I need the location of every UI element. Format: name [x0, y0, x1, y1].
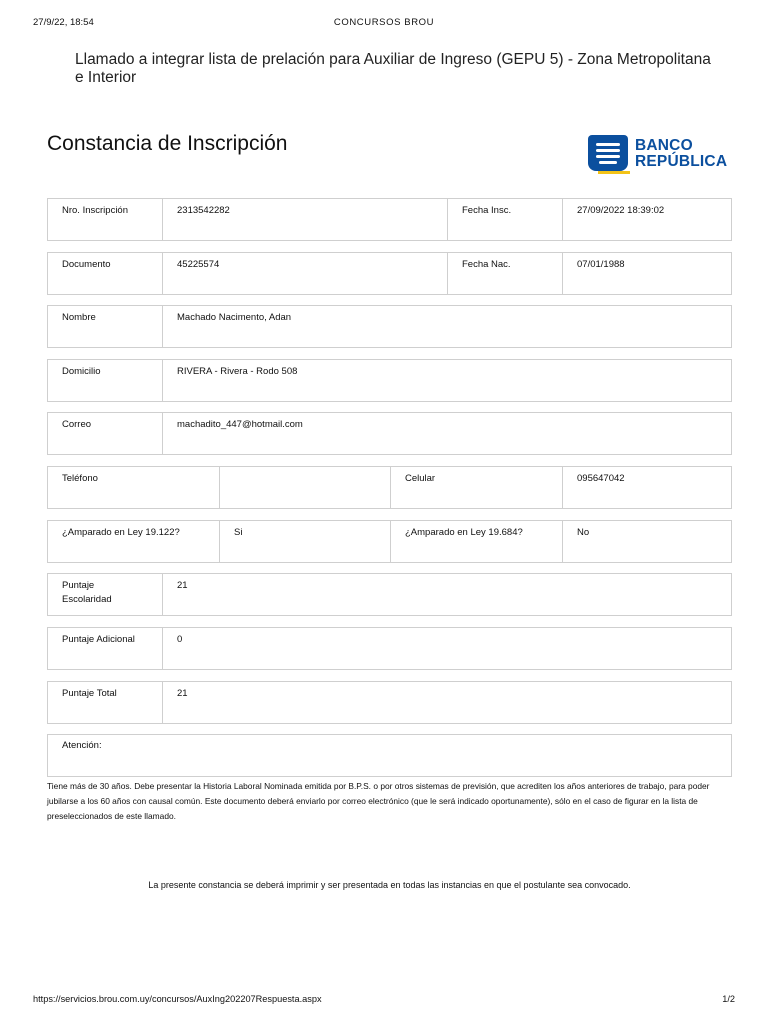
document-title: Constancia de Inscripción [47, 132, 288, 155]
label-puntaje-escolaridad [48, 574, 162, 615]
label-celular: Celular [390, 467, 562, 508]
value-ley-19122: Si [219, 521, 390, 562]
value-celular: 095647042 [562, 467, 731, 508]
label-ley-19684: ¿Amparado en Ley 19.684? [390, 521, 562, 562]
label-nombre: Nombre [62, 312, 96, 323]
logo-shield-icon [588, 135, 628, 171]
row-correo [47, 412, 732, 455]
row-documento [47, 252, 732, 295]
attention-label: Atención: [62, 740, 102, 751]
banco-republica-logo [587, 134, 737, 174]
label-ley-19122: ¿Amparado en Ley 19.122? [62, 527, 180, 538]
row-inscripcion [47, 198, 732, 241]
row-telefono [47, 466, 732, 509]
print-site-title: CONCURSOS BROU [333, 17, 435, 28]
row-puntaje-total [47, 681, 732, 724]
value-domicilio: RIVERA - Rivera - Rodo 508 [162, 360, 731, 401]
print-header [33, 17, 735, 31]
label-nro-inscripcion: Nro. Inscripción [62, 205, 128, 216]
row-nombre [47, 305, 732, 348]
row-puntaje-escolaridad [47, 573, 732, 616]
page-number: 1/2 [722, 994, 735, 1004]
label-telefono: Teléfono [62, 473, 98, 484]
label-documento: Documento [62, 259, 111, 270]
row-puntaje-adicional [47, 627, 732, 670]
logo-text-republica: REPÚBLICA [635, 153, 728, 170]
value-nro-inscripcion: 2313542282 [162, 199, 447, 240]
label-correo: Correo [62, 419, 92, 430]
label-domicilio: Domicilio [62, 366, 101, 377]
value-puntaje-total: 21 [162, 682, 731, 723]
value-fecha-nac: 07/01/1988 [562, 253, 731, 294]
label-puntaje-adicional: Puntaje Adicional [62, 634, 135, 645]
value-puntaje-escolaridad: 21 [162, 574, 731, 615]
label-fecha-insc: Fecha Insc. [447, 199, 562, 240]
value-correo: machadito_447@hotmail.com [162, 413, 731, 454]
value-documento: 45225574 [162, 253, 447, 294]
value-puntaje-adicional: 0 [162, 628, 731, 669]
value-telefono [219, 467, 390, 508]
row-leyes [47, 520, 732, 563]
print-url: https://servicios.brou.com.uy/concursos/AuxIng202207Respuesta.aspx [33, 994, 322, 1004]
row-domicilio [47, 359, 732, 402]
label-fecha-nac: Fecha Nac. [447, 253, 562, 294]
label-puntaje-escolaridad-line1: Puntaje [62, 580, 95, 591]
value-fecha-insc: 27/09/2022 18:39:02 [562, 199, 731, 240]
attention-notice: Tiene más de 30 años. Debe presentar la Historia Laboral Nominada emitida por B.P.S. o por otros sistemas de previsión, que acrediten los años anteriores de trabajo, para poder jubilarse a los 60 años con causal común. Este documento deberá enviarlo por correo electrónico (que le será indicado oportunamente), sólo en el caso de figurar en la lista de preseleccionados de este llamado. [47, 781, 710, 821]
label-puntaje-escolaridad-line2: Escolaridad [62, 594, 112, 605]
label-puntaje-total: Puntaje Total [62, 688, 117, 699]
print-datetime: 27/9/22, 18:54 [33, 17, 94, 28]
logo-text-banco: BANCO [635, 137, 693, 154]
value-ley-19684: No [562, 521, 731, 562]
attention-box [47, 734, 732, 777]
closing-text: La presente constancia se deberá imprimir y ser presentada en todas las instancias en que el postulante sea convocado. [148, 880, 631, 890]
value-nombre: Machado Nacimento, Adan [162, 306, 731, 347]
call-title: Llamado a integrar lista de prelación para Auxiliar de Ingreso (GEPU 5) - Zona Metropolitana e Interior [75, 51, 711, 86]
